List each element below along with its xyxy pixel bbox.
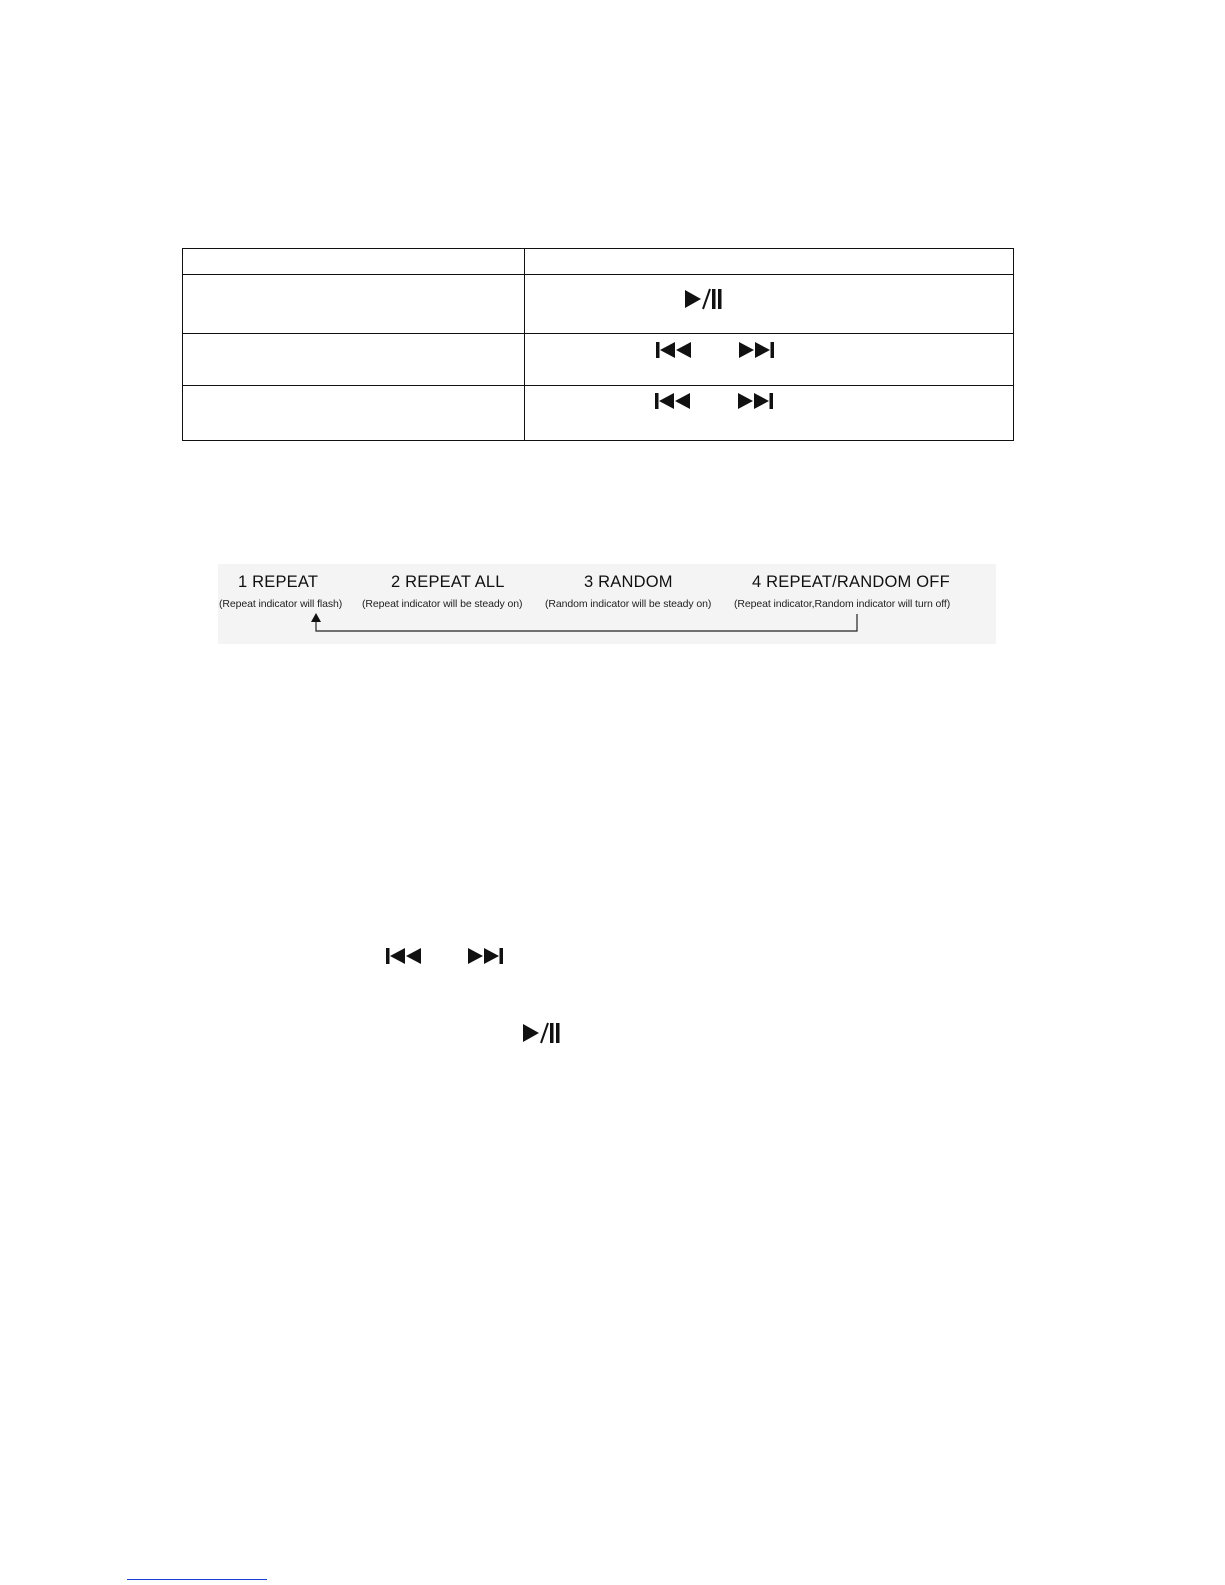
mode-2-note: (Repeat indicator will be steady on) <box>362 598 523 610</box>
cycle-return-arrow <box>218 564 996 644</box>
skip-previous-icon <box>654 392 692 410</box>
play-pause-reference <box>521 1021 565 1047</box>
mode-1-title: 1 REPEAT <box>238 573 319 591</box>
table-column-divider <box>524 249 525 440</box>
table-row-skip <box>654 392 774 418</box>
table-row-divider <box>183 274 1013 275</box>
mode-4-title: 4 REPEAT/RANDOM OFF <box>752 573 950 591</box>
mode-4-note: (Repeat indicator,Random indicator will turn off) <box>734 598 951 610</box>
table-row-play-pause <box>683 287 727 313</box>
operations-table <box>182 248 1014 441</box>
repeat-random-mode-sequence <box>218 564 996 644</box>
footer-link-underline <box>127 1579 267 1580</box>
skip-previous-icon <box>655 341 693 359</box>
skip-buttons-reference <box>385 947 505 973</box>
skip-next-icon <box>466 947 504 965</box>
mode-3-title: 3 RANDOM <box>584 573 673 591</box>
mode-3-note: (Random indicator will be steady on) <box>545 598 712 610</box>
skip-next-icon <box>737 341 775 359</box>
play-pause-icon <box>683 287 727 311</box>
mode-1-note: (Repeat indicator will flash) <box>219 598 343 610</box>
mode-2-title: 2 REPEAT ALL <box>391 573 505 591</box>
skip-previous-icon <box>385 947 423 965</box>
play-pause-icon <box>521 1021 565 1045</box>
table-row-divider <box>183 385 1013 386</box>
table-row-divider <box>183 333 1013 334</box>
skip-next-icon <box>736 392 774 410</box>
table-row-skip <box>655 341 775 367</box>
